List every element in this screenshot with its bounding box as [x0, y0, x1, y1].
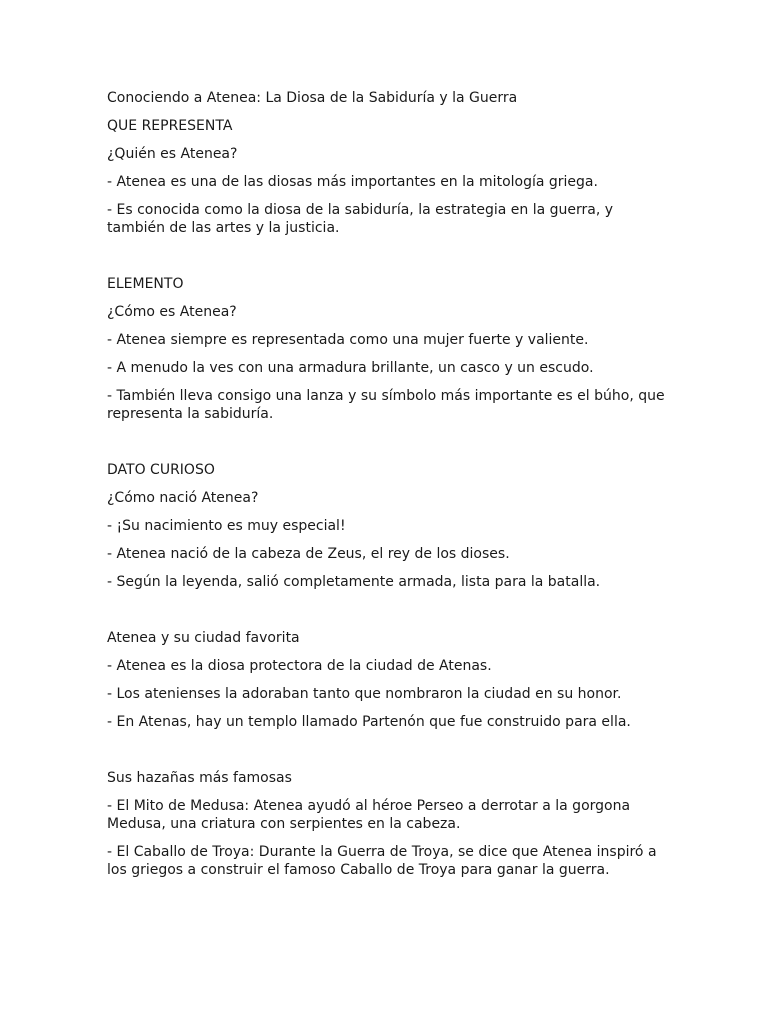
section-spacer: [107, 601, 667, 629]
list-item: - También lleva consigo una lanza y su símbolo más importante es el búho, que representa la sabiduría.: [107, 388, 665, 422]
list-item: - ¡Su nacimiento es muy especial!: [107, 518, 346, 534]
list-item: - Es conocida como la diosa de la sabiduría, la estrategia en la guerra, y también de las artes y la justicia.: [107, 202, 614, 236]
list-item: - En Atenas, hay un templo llamado Partenón que fue construido para ella.: [107, 714, 631, 730]
section-spacer: [107, 741, 667, 769]
section-question: ¿Quién es Atenea?: [107, 146, 238, 162]
section-question: ¿Cómo nació Atenea?: [107, 490, 259, 506]
list-item: - A menudo la ves con una armadura brillante, un casco y un escudo.: [107, 360, 594, 376]
list-item: - El Caballo de Troya: Durante la Guerra de Troya, se dice que Atenea inspiró a los griegos a construir el famoso Caballo de Troya para ganar la guerra.: [107, 844, 657, 878]
section-spacer: [107, 433, 667, 461]
document-title: Conociendo a Atenea: La Diosa de la Sabiduría y la Guerra: [107, 90, 518, 106]
list-item: - Según la leyenda, salió completamente armada, lista para la batalla.: [107, 574, 601, 590]
list-item: - Atenea nació de la cabeza de Zeus, el rey de los dioses.: [107, 546, 510, 562]
list-item: - El Mito de Medusa: Atenea ayudó al héroe Perseo a derrotar a la gorgona Medusa, una criatura con serpientes en la cabeza.: [107, 798, 631, 832]
list-item: - Los atenienses la adoraban tanto que nombraron la ciudad en su honor.: [107, 686, 622, 702]
section-heading-que-representa: QUE REPRESENTA: [107, 118, 233, 134]
list-item: - Atenea es la diosa protectora de la ciudad de Atenas.: [107, 658, 492, 674]
document-body: [107, 89, 667, 889]
section-question: ¿Cómo es Atenea?: [107, 304, 237, 320]
section-heading-ciudad-favorita: Atenea y su ciudad favorita: [107, 630, 300, 646]
list-item: - Atenea siempre es representada como una mujer fuerte y valiente.: [107, 332, 589, 348]
list-item: - Atenea es una de las diosas más importantes en la mitología griega.: [107, 174, 598, 190]
section-spacer: [107, 247, 667, 275]
section-heading-dato-curioso: DATO CURIOSO: [107, 462, 215, 478]
section-heading-hazanas: Sus hazañas más famosas: [107, 770, 292, 786]
section-heading-elemento: ELEMENTO: [107, 276, 184, 292]
